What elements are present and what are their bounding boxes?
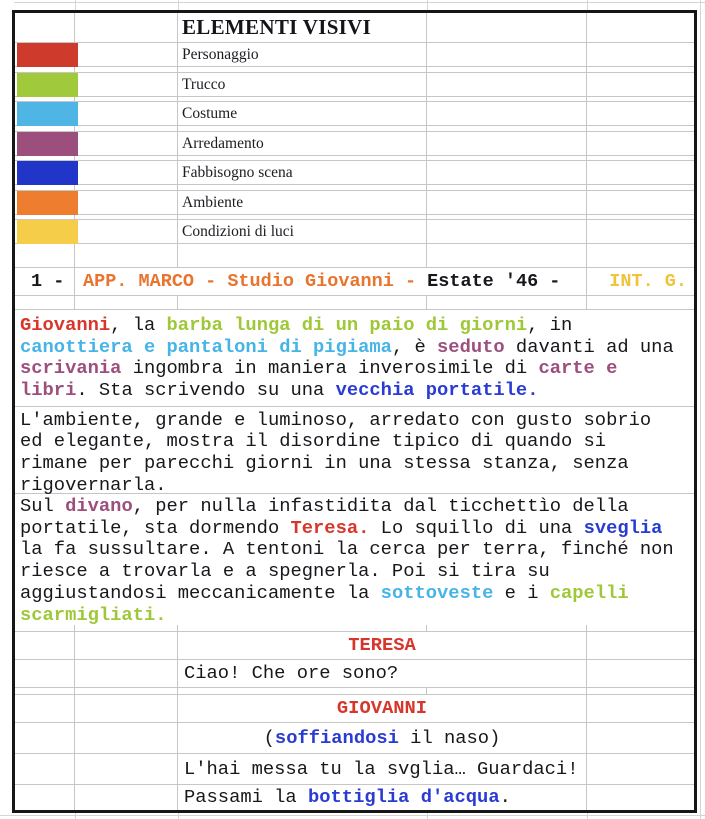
text-segment: , per nulla infastidita dal ticchettìo della [132, 495, 629, 517]
paragraph-line [20, 518, 694, 540]
legend-label: Personaggio [182, 46, 259, 63]
outer-gridline-stub [178, 0, 179, 10]
dialogue-line-row-text [178, 785, 587, 810]
cell [587, 13, 694, 42]
text-segment: portatile, sta dormendo [20, 516, 291, 539]
cell [587, 754, 694, 784]
scene-number: 1 - [15, 268, 75, 295]
cell [587, 632, 694, 659]
spacer-row [15, 625, 694, 632]
text-segment: barba lunga di un paio di giorni [166, 314, 528, 336]
paragraph-line [20, 605, 694, 627]
paragraph-line [20, 431, 694, 453]
cell [15, 695, 75, 722]
cell [75, 43, 178, 66]
dialogue-line-row [15, 754, 694, 785]
cell [75, 102, 178, 125]
condizioni-di-luci-swatch [17, 220, 78, 244]
cell [178, 215, 427, 220]
cell [15, 250, 75, 268]
cell [75, 161, 178, 184]
paragraph-line [20, 561, 694, 583]
text-segment: Estate '46 - [427, 271, 561, 292]
outer-gridline-stub [427, 813, 428, 819]
cell [15, 185, 75, 190]
cell [587, 250, 694, 268]
cell [178, 102, 427, 125]
cell [15, 660, 75, 687]
dialogue-line-row [15, 660, 694, 688]
cell [427, 220, 587, 243]
cell [427, 102, 587, 125]
cell [587, 695, 694, 722]
blank-row [15, 250, 694, 269]
cell [587, 132, 694, 155]
cell [15, 126, 75, 131]
cell [178, 43, 427, 66]
cell [587, 215, 694, 220]
cell [427, 13, 587, 42]
character-name: TERESA [348, 634, 416, 656]
text-segment: . [499, 786, 511, 808]
cell [427, 126, 587, 131]
cell [15, 723, 75, 753]
cell [15, 754, 75, 784]
cell [75, 660, 178, 687]
paragraph-line [20, 539, 694, 561]
scene-interior-marker: INT. G. [609, 271, 687, 292]
cell [587, 191, 694, 214]
cell [75, 97, 178, 102]
cell [587, 296, 694, 309]
cell [178, 67, 427, 72]
text-segment: scarmigliati. [20, 603, 167, 626]
cell [15, 156, 75, 161]
text-segment: davanti ad una [504, 335, 674, 358]
cell [75, 723, 178, 753]
text-segment: sveglia [583, 516, 663, 539]
paragraph-line [20, 410, 694, 432]
cell [178, 191, 427, 214]
scene-heading-row [15, 268, 694, 296]
cell [427, 215, 587, 220]
outer-gridline-bottom [0, 815, 705, 816]
text-segment: sottoveste [380, 581, 494, 604]
outer-gridline-right [700, 0, 701, 819]
outer-gridline-stub [587, 813, 588, 819]
legend-row-personaggio [15, 43, 694, 67]
cell [75, 625, 178, 631]
legend-row-condizioni-di-luci [15, 220, 694, 244]
dialogue-character-row [15, 695, 694, 723]
cell [427, 73, 587, 96]
text-segment: ingombra in maniera inverosimile di [121, 357, 539, 380]
cell [427, 191, 587, 214]
dialogue-line-row-text [178, 754, 587, 784]
cell [15, 13, 75, 42]
personaggio-swatch [17, 43, 78, 67]
paragraph-cell [15, 310, 694, 406]
character-name: GIOVANNI [336, 697, 428, 719]
cell [75, 13, 178, 42]
paragraph-line [20, 583, 694, 605]
text-segment: e i [493, 581, 550, 604]
cell [587, 688, 694, 694]
cell [15, 625, 75, 631]
cell [427, 43, 587, 66]
dialogue-section [15, 632, 694, 810]
legend-label: Condizioni di luci [182, 223, 294, 240]
cell [15, 632, 75, 659]
text-segment: , in [527, 314, 573, 336]
cell [427, 296, 587, 309]
text-segment: seduto [437, 335, 505, 358]
cell [427, 250, 587, 268]
cell [15, 67, 75, 72]
outer-gridline-stub [75, 0, 76, 10]
dialogue-spacer-row [15, 688, 694, 695]
cell [178, 132, 427, 155]
cell [75, 215, 178, 220]
text-segment: bottiglia d'acqua [307, 786, 500, 808]
cell [178, 625, 427, 631]
cell [178, 220, 427, 243]
text-segment: Giovanni [20, 314, 111, 336]
cell [427, 688, 587, 694]
dialogue-line-row [15, 785, 694, 810]
cell [587, 185, 694, 190]
dialogue-parenthetical-row-text [178, 723, 587, 753]
legend-title: ELEMENTI VISIVI [178, 13, 427, 42]
cell [427, 625, 587, 631]
text-segment: . Sta scrivendo su una [76, 379, 336, 402]
legend-header-row [15, 13, 694, 43]
cell [75, 126, 178, 131]
paragraph-cell [15, 494, 694, 626]
paragraph-cell [15, 407, 694, 496]
text-segment: ed elegante, mostra il disordine tipico di quando si [20, 430, 607, 453]
fabbisogno-scena-swatch [17, 161, 78, 185]
elements-table [12, 10, 697, 813]
dialogue-character-row [15, 632, 694, 660]
cell [75, 132, 178, 155]
text-segment: divano [65, 495, 133, 517]
text-segment: la fa sussultare. A tentoni la cerca per terra, finché non [20, 538, 674, 561]
legend-label: Fabbisogno scena [182, 164, 293, 181]
cell [587, 785, 694, 810]
cell [587, 156, 694, 161]
outer-gridline-top [14, 2, 705, 3]
text-segment: rigovernarla. [20, 473, 167, 496]
cell [75, 296, 178, 309]
text-segment: soffiandosi [274, 727, 399, 749]
legend-row-ambiente [15, 191, 694, 215]
cell [178, 688, 427, 694]
text-segment: capelli [549, 581, 629, 604]
cell [427, 132, 587, 155]
cell [75, 156, 178, 161]
cell [427, 161, 587, 184]
outer-gridline-stub [427, 0, 428, 10]
text-segment: scrivania [20, 357, 122, 380]
cell [587, 43, 694, 66]
paragraph-line [20, 315, 694, 337]
cell [15, 215, 75, 220]
text-segment: libri [20, 379, 77, 402]
dialogue-character-row-text [178, 632, 587, 659]
legend-row-fabbisogno-scena [15, 161, 694, 185]
cell [427, 67, 587, 72]
paragraph-line [20, 453, 694, 475]
cell [15, 688, 75, 694]
cell [75, 73, 178, 96]
dialogue-parenthetical-row [15, 723, 694, 754]
text-segment: il naso) [398, 727, 501, 749]
legend-label: Arredamento [182, 134, 264, 152]
cell [15, 785, 75, 810]
cell [178, 161, 427, 184]
text-segment: , è [391, 335, 438, 358]
cell [75, 754, 178, 784]
paragraph-row [15, 494, 694, 626]
text-segment: L'ambiente, grande e luminoso, arredato con gusto sobrio [20, 408, 652, 431]
trucco-swatch [17, 73, 78, 97]
cell [587, 625, 694, 631]
text-segment: aggiustandosi meccanicamente la [20, 581, 381, 604]
cell [587, 161, 694, 184]
cell [587, 723, 694, 753]
cell [178, 185, 427, 190]
spacer-row [15, 296, 694, 310]
text-segment: Ciao! Che ore sono? [184, 662, 399, 684]
text-segment: APP. MARCO - Studio Giovanni - [83, 271, 428, 292]
cell [75, 632, 178, 659]
paragraph-line [20, 496, 694, 518]
action-paragraphs [15, 310, 694, 625]
paragraph-line [20, 358, 694, 380]
text-segment: Teresa. [290, 516, 370, 539]
legend-rows [15, 43, 694, 250]
cell [75, 688, 178, 694]
scene-heading-text [75, 268, 587, 295]
paragraph-row [15, 407, 694, 494]
cell [587, 97, 694, 102]
costume-swatch [17, 102, 78, 126]
legend-label: Trucco [182, 75, 226, 93]
text-segment: carte e [538, 357, 618, 380]
text-segment: ( [263, 727, 275, 749]
cell [587, 102, 694, 125]
cell [178, 73, 427, 96]
cell [427, 185, 587, 190]
cell [75, 67, 178, 72]
text-segment: vecchia portatile. [335, 379, 539, 402]
cell [587, 220, 694, 243]
cell [178, 250, 427, 268]
legend-row-trucco [15, 73, 694, 97]
cell [178, 126, 427, 131]
cell [587, 660, 694, 687]
cell [15, 296, 75, 309]
cell [75, 250, 178, 268]
text-segment: riesce a trovarla e a spegnerla. Poi si tira su [20, 560, 550, 583]
cell [178, 97, 427, 102]
text-segment: Lo squillo di una [369, 516, 584, 539]
cell [178, 156, 427, 161]
cell [178, 296, 427, 309]
cell [427, 97, 587, 102]
text-segment: L'hai messa tu la svglia… Guardaci! [184, 758, 579, 780]
cell [427, 156, 587, 161]
cell [75, 191, 178, 214]
cell [75, 785, 178, 810]
cell [587, 73, 694, 96]
dialogue-line-row-text [178, 660, 587, 687]
cell [15, 97, 75, 102]
legend-label: Ambiente [182, 193, 244, 211]
cell [587, 67, 694, 72]
paragraph-line [20, 380, 694, 402]
text-segment: , la [110, 314, 167, 336]
cell [75, 695, 178, 722]
text-segment: Sul [20, 495, 66, 517]
ambiente-swatch [17, 191, 78, 215]
dialogue-character-row-text [178, 695, 587, 722]
legend-label: Costume [182, 105, 238, 122]
paragraph-line [20, 337, 694, 359]
text-segment: rimane per parecchi giorni in una stessa stanza, senza [20, 451, 629, 474]
outer-gridline-stub [178, 813, 179, 819]
text-segment: canottiera e pantaloni di pigiama [20, 335, 392, 358]
cell [587, 126, 694, 131]
legend-row-arredamento [15, 132, 694, 156]
cell [75, 185, 178, 190]
outer-gridline-stub [75, 813, 76, 819]
cell [75, 220, 178, 243]
arredamento-swatch [17, 132, 78, 156]
outer-gridline-stub [587, 0, 588, 10]
text-segment: Passami la [184, 786, 308, 808]
paragraph-row [15, 310, 694, 407]
legend-row-costume [15, 102, 694, 126]
